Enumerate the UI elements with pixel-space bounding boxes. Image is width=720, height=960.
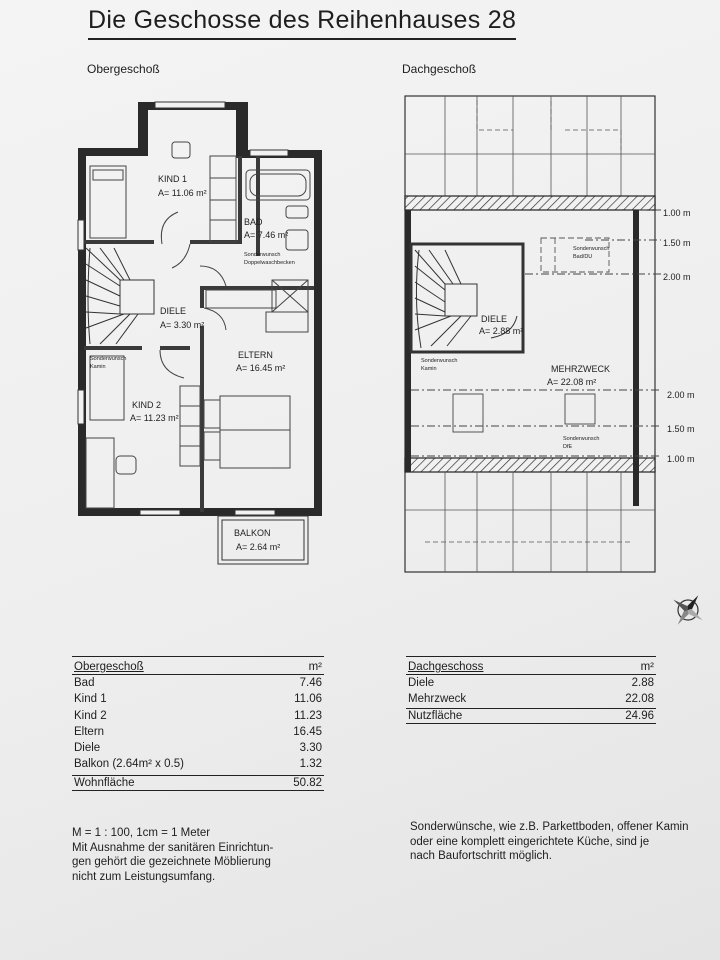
- og-label-bad: BAD: [244, 217, 263, 227]
- row-value: 2.88: [631, 677, 654, 689]
- row-label: Balkon (2.64m² x 0.5): [74, 758, 184, 771]
- og-label-kind1: KIND 1: [158, 174, 188, 184]
- note-left-line: nicht zum Leistungsumfang.: [72, 870, 216, 883]
- dg-height-4: 2.00 m: [667, 390, 695, 400]
- dg-roof-grid-bottom: [405, 472, 655, 572]
- table-row: [72, 708, 324, 724]
- dg-table-title: Dachgeschoss: [408, 661, 484, 673]
- dg-total-value: 24.96: [625, 709, 654, 722]
- table-row: [72, 675, 324, 691]
- dg-label-mehrzweck: MEHRZWECK: [551, 364, 610, 374]
- dg-height-3: 2.00 m: [663, 272, 691, 282]
- dg-sonder-kamin-1: Sonderwunsch: [421, 358, 458, 364]
- og-total-value: 50.82: [293, 776, 322, 789]
- og-balcony: [218, 516, 308, 564]
- table-row: [406, 691, 656, 707]
- dg-sonder-dfl-2: DfE: [563, 444, 573, 450]
- og-table-total: [72, 775, 324, 791]
- dg-height-1: 1.00 m: [663, 208, 691, 218]
- og-label-diele: DIELE: [160, 306, 187, 316]
- row-label: Mehrzweck: [408, 693, 467, 706]
- og-label-balkon: BALKON: [234, 528, 271, 538]
- og-sonder-doppel-2: Doppelwaschbecken: [244, 260, 295, 266]
- row-value: 3.30: [299, 742, 322, 755]
- dg-height-6: 1.00 m: [667, 454, 695, 464]
- table-row: [72, 756, 324, 772]
- dg-height-2: 1.50 m: [663, 238, 691, 248]
- og-sonder-kamin-1: Sonderwunsch: [90, 356, 127, 362]
- dg-height-lines: [411, 210, 661, 456]
- og-table-unit: m²: [308, 661, 322, 673]
- dg-label-diele: DIELE: [481, 314, 508, 324]
- dachgeschoss-floorplan: [395, 90, 705, 580]
- og-area-eltern: A= 16.45 m²: [236, 363, 286, 373]
- note-left-line: gen gehört die gezeichnete Möblierung: [72, 856, 271, 868]
- row-label: Kind 1: [74, 693, 107, 706]
- dg-sonder-bad-1: Sonderwunsch: [573, 246, 610, 252]
- og-area-bad: A= 7.46 m²: [244, 230, 289, 240]
- page-title: Die Geschosse des Reihenhauses 28: [88, 6, 516, 40]
- table-row: [406, 675, 656, 691]
- note-right-line: nach Baufortschritt möglich.: [410, 850, 552, 862]
- obergeschoss-area-table: [72, 656, 324, 791]
- og-table-header: [72, 656, 324, 675]
- dg-height-5: 1.50 m: [667, 424, 695, 434]
- dg-roof-grid-top: [405, 96, 655, 196]
- og-inner-walls: [84, 156, 314, 512]
- note-right-line: oder eine komplett eingerichtete Küche, sind je: [410, 835, 650, 848]
- og-label-eltern: ELTERN: [238, 350, 273, 360]
- og-sonder-kamin-2: Kamin: [90, 364, 106, 370]
- row-label: Eltern: [74, 725, 105, 738]
- row-value: 22.08: [625, 693, 654, 706]
- row-value: 16.45: [293, 725, 322, 738]
- dg-total-label: Nutzfläche: [408, 709, 463, 722]
- note-left-line: M = 1 : 100, 1cm = 1 Meter: [72, 827, 211, 839]
- note-left-line: Mit Ausnahme der sanitären Einrichtun-: [72, 841, 274, 854]
- dg-sonder-kamin-2: Kamin: [421, 366, 437, 372]
- og-area-kind1: A= 11.06 m²: [158, 188, 207, 198]
- dg-area-diele: A= 2.88 m²: [479, 326, 524, 336]
- og-total-label: Wohnfläche: [74, 776, 135, 789]
- dachgeschoss-label: Dachgeschoß: [402, 62, 477, 76]
- og-area-balkon: A= 2.64 m²: [236, 542, 281, 552]
- dg-table-total: [406, 708, 656, 724]
- dg-sonder-bad-2: Bad/DU: [573, 254, 593, 260]
- table-row: [72, 724, 324, 740]
- row-value: 11.23: [294, 709, 322, 722]
- table-row: [72, 740, 324, 756]
- note-right-line: Sonderwünsche, wie z.B. Parkettboden, offener Kamin: [410, 821, 689, 833]
- og-door-swings: [160, 212, 226, 378]
- row-value: 7.46: [299, 677, 322, 689]
- dg-table-header: [406, 656, 656, 675]
- row-label: Kind 2: [74, 709, 107, 722]
- dg-table-unit: m²: [640, 661, 654, 673]
- obergeschoss-floorplan: [60, 90, 340, 580]
- dachgeschoss-area-table: [406, 656, 656, 724]
- row-label: Diele: [74, 742, 101, 755]
- og-label-kind2: KIND 2: [132, 400, 162, 410]
- og-table-title: Obergeschoß: [74, 661, 144, 673]
- og-staircase: [86, 248, 154, 344]
- og-area-kind2: A= 11.23 m²: [130, 413, 179, 423]
- compass-icon: [666, 588, 710, 632]
- dg-beam-top: [405, 196, 655, 210]
- dg-beam-bottom: [405, 458, 655, 472]
- obergeschoss-label: Obergeschoß: [87, 62, 160, 76]
- row-label: Bad: [74, 677, 95, 689]
- og-sonder-doppel-1: Sonderwunsch: [244, 252, 281, 258]
- table-row: [72, 691, 324, 707]
- scale-note: [72, 826, 273, 884]
- og-area-diele: A= 3.30 m²: [160, 320, 205, 330]
- row-value: 11.06: [294, 693, 322, 706]
- row-value: 1.32: [299, 758, 322, 771]
- row-label: Diele: [408, 677, 435, 689]
- sonderwuensche-note: [410, 820, 689, 864]
- dg-sonder-dfl-1: Sonderwunsch: [563, 436, 600, 442]
- dg-area-mehrzweck: A= 22.08 m²: [547, 377, 597, 387]
